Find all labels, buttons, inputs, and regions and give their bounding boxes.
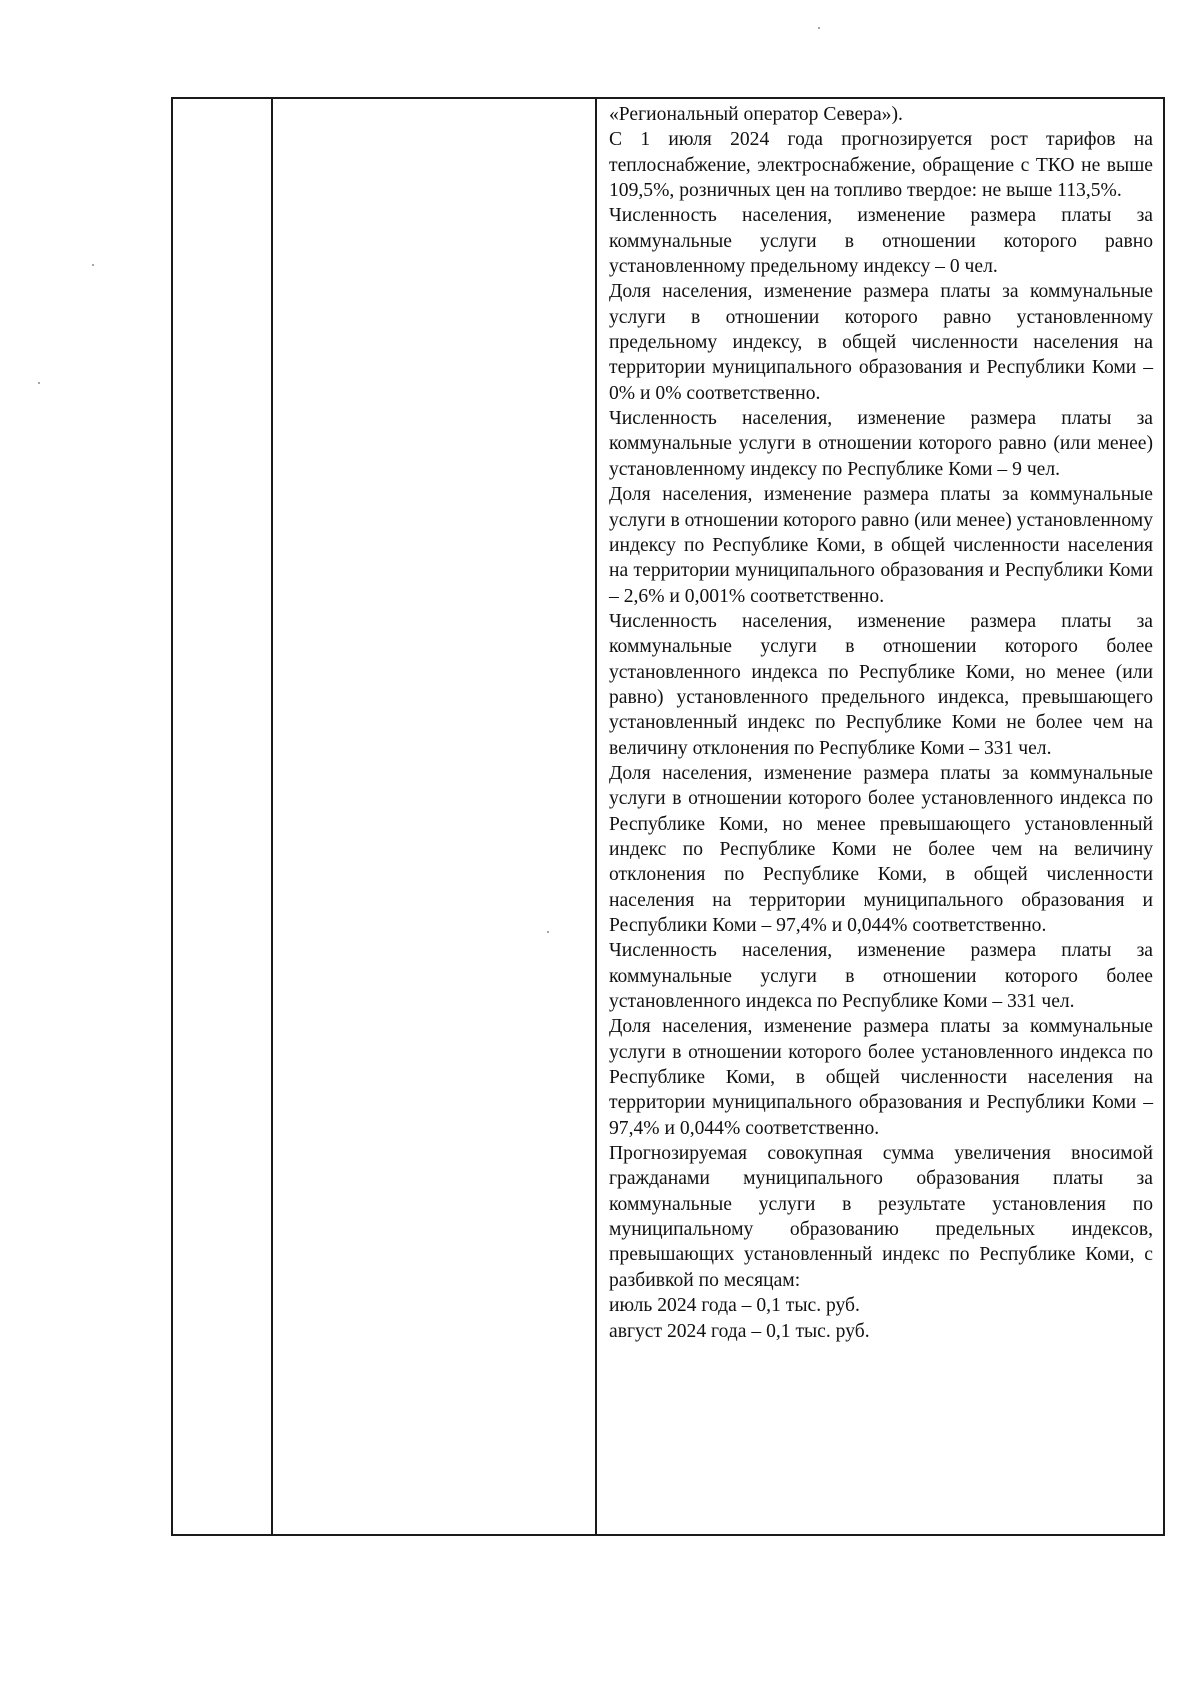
paragraph: Численность населения, изменение размера платы за коммунальные услуги в отношении которого равно установленному предельному индексу – 0 чел. (609, 205, 1153, 278)
table-cell-description (597, 99, 1163, 1534)
paragraph: Численность населения, изменение размера платы за коммунальные услуги в отношении которого более установленного индекса по Республике Коми, но менее (или равно) установленного предельного индекса, превышающего установленный индекс по Республике Коми не более чем на величину отклонения по Республике Коми – 331 чел. (609, 610, 1153, 759)
paragraph: «Региональный оператор Севера»). (609, 104, 903, 125)
paragraph: Доля населения, изменение размера платы за коммунальные услуги в отношении которого равно (или менее) установленному индексу по Республике Коми, в общей численности населения на территории муниципального образования и Республики Коми – 2,6% и 0,001% соответственно. (609, 484, 1153, 607)
paragraph: Доля населения, изменение размера платы за коммунальные услуги в отношении которого более установленного индекса по Республике Коми, в общей численности населения на территории муниципального образования и Республики Коми – 97,4% и 0,044% соответственно. (609, 1016, 1153, 1139)
table-cell-name (273, 99, 595, 1534)
paragraph: Численность населения, изменение размера платы за коммунальные услуги в отношении которого более установленного индекса по Республике Коми – 331 чел. (609, 940, 1153, 1013)
scan-speck (818, 27, 820, 29)
paragraph: Доля населения, изменение размера платы за коммунальные услуги в отношении которого равно установленному предельному индексу, в общей численности населения на территории муниципального образования и Республики Коми – 0% и 0% соответственно. (609, 281, 1153, 404)
document-table (171, 97, 1165, 1536)
table-cell-number (173, 99, 271, 1534)
scan-speck (38, 382, 40, 384)
scan-speck (92, 264, 94, 266)
paragraph: Численность населения, изменение размера платы за коммунальные услуги в отношении которого равно (или менее) установленному индексу по Республике Коми – 9 чел. (609, 408, 1153, 480)
paragraph: июль 2024 года – 0,1 тыс. руб. (609, 1295, 860, 1317)
paragraph: Прогнозируемая совокупная сумма увеличения вносимой гражданами муниципального образования платы за коммунальные услуги в результате установления по муниципальному образованию предельных индексов, превышающих установленный индекс по Республике Коми, с разбивкой по месяцам: (609, 1143, 1153, 1291)
paragraph: Доля населения, изменение размера платы за коммунальные услуги в отношении которого более установленного индекса по Республике Коми, но менее превышающего установленный индекс по Республике Коми не более чем на величину отклонения по Республике Коми, в общей численности населения на территории муниципального образования и Республики Коми – 97,4% и 0,044% соответственно. (609, 762, 1153, 936)
paragraph: август 2024 года – 0,1 тыс. руб. (609, 1320, 870, 1342)
paragraph: С 1 июля 2024 года прогнозируется рост тарифов на теплоснабжение, электроснабжение, обращение с ТКО не выше 109,5%, розничных цен на топливо твердое: не выше 113,5%. (609, 129, 1153, 202)
